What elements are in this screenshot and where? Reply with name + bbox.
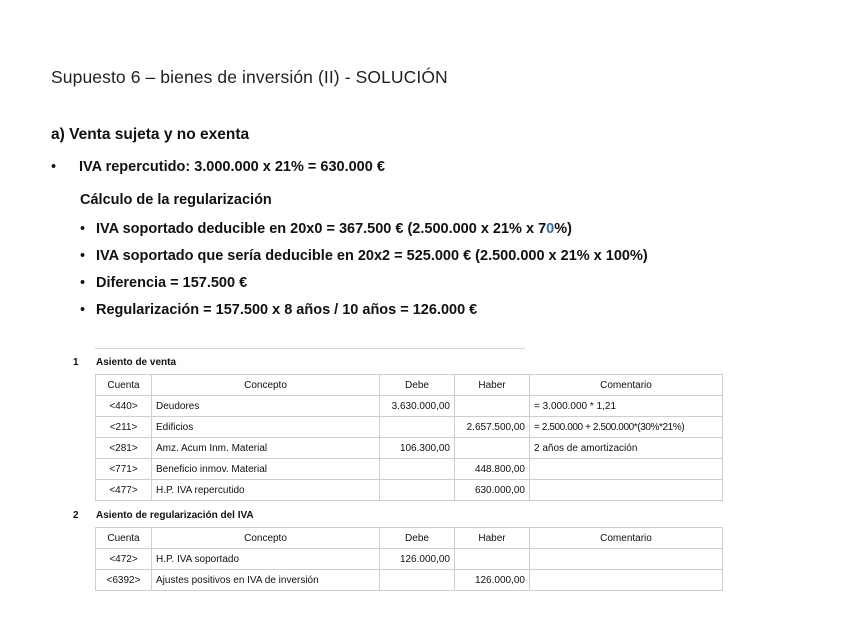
cell-comentario <box>530 570 723 591</box>
table-row <box>96 549 723 570</box>
cell-haber <box>455 549 530 570</box>
calc-item1-post: %) <box>554 221 572 237</box>
cell-haber: 126.000,00 <box>455 570 530 591</box>
calc-item1-highlight: 0 <box>546 221 555 237</box>
calc-item-text <box>96 219 572 246</box>
calc-item-text: IVA soportado que sería deducible en 20x2 = 525.000 € (2.500.000 x 21% x 100%) <box>96 248 648 264</box>
cell-concepto: Amz. Acum Inm. Material <box>152 438 380 459</box>
header-debe: Debe <box>380 375 455 396</box>
cell-debe: 126.000,00 <box>380 549 455 570</box>
cell-cuenta: <6392> <box>96 570 152 591</box>
cell-comentario: = 3.000.000 * 1,21 <box>530 396 723 417</box>
table-row <box>96 459 723 480</box>
table-header-row <box>96 528 723 549</box>
cell-cuenta: <440> <box>96 396 152 417</box>
bullet-dot: • <box>51 159 57 175</box>
table-row <box>96 396 723 417</box>
cell-haber <box>455 396 530 417</box>
cell-concepto: H.P. IVA soportado <box>152 549 380 570</box>
asiento2-title: Asiento de regularización del IVA <box>96 510 254 521</box>
bullet-dot: • <box>80 302 86 318</box>
table-row <box>96 438 723 459</box>
cell-comentario <box>530 480 723 501</box>
header-concepto: Concepto <box>152 375 380 396</box>
asiento1-title: Asiento de venta <box>96 357 177 368</box>
calc-item1-pre: IVA soportado deducible en 20x0 = 367.500 € (2.500.000 x 21% x 7 <box>96 221 547 237</box>
cell-comentario <box>530 459 723 480</box>
asiento1-table <box>95 374 723 501</box>
cell-comentario: 2 años de amortización <box>530 438 723 459</box>
table-row <box>96 480 723 501</box>
iva-repercutido-bullet <box>51 159 385 175</box>
divider <box>95 348 525 349</box>
header-comentario: Comentario <box>530 528 723 549</box>
asiento2-table <box>95 527 723 591</box>
cell-comentario <box>530 549 723 570</box>
calc-title: Cálculo de la regularización <box>80 192 272 208</box>
asiento2-heading <box>73 510 254 521</box>
header-cuenta: Cuenta <box>96 528 152 549</box>
cell-comentario: = 2.500.000 + 2.500.000*(30%*21%) <box>530 417 723 438</box>
table-header-row <box>96 375 723 396</box>
cell-concepto: Beneficio inmov. Material <box>152 459 380 480</box>
header-haber: Haber <box>455 528 530 549</box>
cell-cuenta: <472> <box>96 549 152 570</box>
asiento1-heading <box>73 357 176 368</box>
cell-haber: 2.657.500,00 <box>455 417 530 438</box>
asiento1-number: 1 <box>73 357 79 368</box>
bullet-dot: • <box>80 221 86 237</box>
calc-item <box>80 246 648 273</box>
cell-concepto: Edificios <box>152 417 380 438</box>
cell-haber: 630.000,00 <box>455 480 530 501</box>
cell-cuenta: <281> <box>96 438 152 459</box>
asiento2-number: 2 <box>73 510 79 521</box>
calc-item <box>80 300 648 327</box>
cell-concepto: Ajustes positivos en IVA de inversión <box>152 570 380 591</box>
calc-item-text: Diferencia = 157.500 € <box>96 275 248 291</box>
header-haber: Haber <box>455 375 530 396</box>
header-debe: Debe <box>380 528 455 549</box>
cell-haber <box>455 438 530 459</box>
cell-cuenta: <211> <box>96 417 152 438</box>
header-comentario: Comentario <box>530 375 723 396</box>
calc-item-text: Regularización = 157.500 x 8 años / 10 años = 126.000 € <box>96 302 478 318</box>
cell-debe: 3.630.000,00 <box>380 396 455 417</box>
cell-debe: 106.300,00 <box>380 438 455 459</box>
calc-item <box>80 273 648 300</box>
cell-cuenta: <771> <box>96 459 152 480</box>
table-row <box>96 570 723 591</box>
calc-item <box>80 219 648 246</box>
cell-cuenta: <477> <box>96 480 152 501</box>
cell-concepto: H.P. IVA repercutido <box>152 480 380 501</box>
cell-debe <box>380 417 455 438</box>
cell-haber: 448.800,00 <box>455 459 530 480</box>
cell-concepto: Deudores <box>152 396 380 417</box>
table-row <box>96 417 723 438</box>
header-concepto: Concepto <box>152 528 380 549</box>
cell-debe <box>380 459 455 480</box>
bullet-text: IVA repercutido: 3.000.000 x 21% = 630.000 € <box>79 159 385 175</box>
section-heading: a) Venta sujeta y no exenta <box>51 126 250 143</box>
cell-debe <box>380 570 455 591</box>
calc-list <box>80 219 648 327</box>
header-cuenta: Cuenta <box>96 375 152 396</box>
bullet-dot: • <box>80 275 86 291</box>
page-title: Supuesto 6 – bienes de inversión (II) - SOLUCIÓN <box>51 67 448 87</box>
bullet-dot: • <box>80 248 86 264</box>
cell-debe <box>380 480 455 501</box>
